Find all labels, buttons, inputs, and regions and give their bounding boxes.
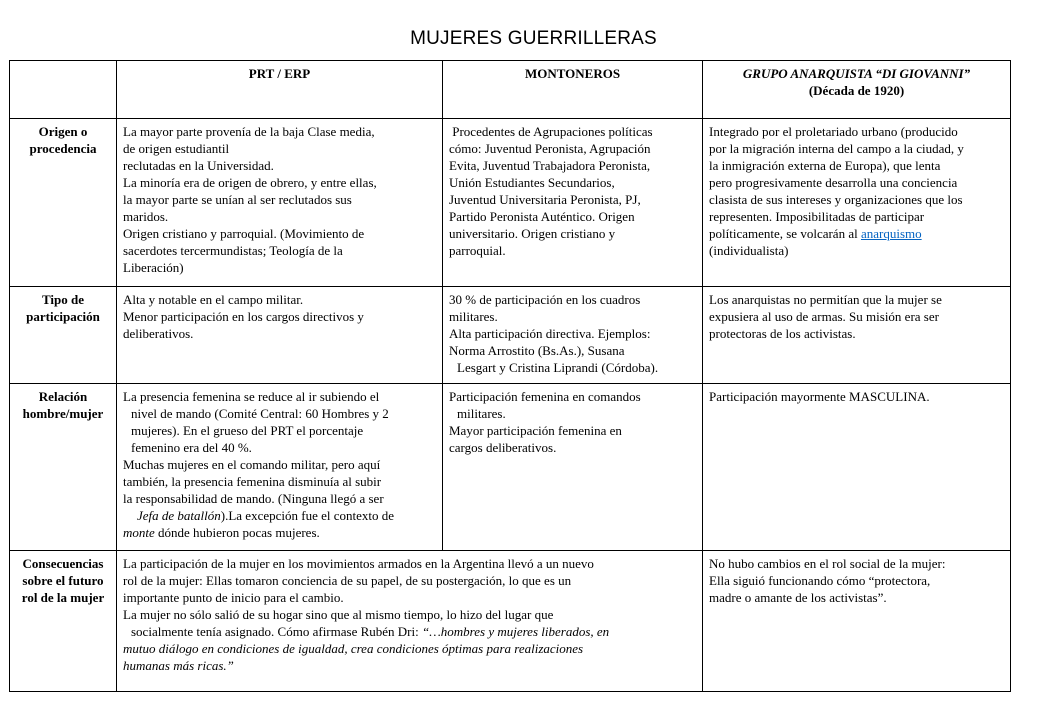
text-line: maridos. [123,209,169,224]
text-segment: ).La excepción fue el contexto de [220,508,395,523]
text-line: Muchas mujeres en el comando militar, pero aquí [123,457,381,472]
header-row [10,61,1011,119]
text-line: Norma Arrostito (Bs.As.), Susana [449,343,625,358]
text-line [123,507,436,524]
row-label-tipo [10,287,117,384]
text-line: Participación mayormente MASCULINA. [709,389,930,404]
text-line: Mayor participación femenina en [449,423,622,438]
text-line: cargos deliberativos. [449,440,557,455]
cell-relacion-anarquista [703,384,1011,551]
text-line: cómo: Juventud Peronista, Agrupación [449,141,651,156]
text-line: clasista de sus intereses y organizaciones que los [709,192,963,207]
cell-origen-prt [117,119,443,287]
text-line: Integrado por el proletariado urbano (producido [709,124,958,139]
text-line: pero progresivamente desarrolla una conciencia [709,175,958,190]
text-line: deliberativos. [123,326,194,341]
text-line: Alta y notable en el campo militar. [123,292,304,307]
text-line: militares. [457,406,506,421]
text-line: La mujer no sólo salió de su hogar sino que al mismo tiempo, lo hizo del lugar que [123,607,554,622]
text-line [709,225,1004,242]
cell-origen-anarquista [703,119,1011,287]
text-line: la responsabilidad de mando. (Ninguna llegó a ser [123,491,384,506]
text-line: también, la presencia femenina disminuía al subir [123,474,382,489]
row-label-consecuencias [10,551,117,692]
text-line: protectoras de los activistas. [709,326,856,341]
text-line: Liberación) [123,260,184,275]
text-line: No hubo cambios en el rol social de la mujer: [709,556,946,571]
row-label-relacion-line2: hombre/mujer [22,406,104,421]
row-label-consecuencias-line2: sobre el futuro [22,573,104,588]
cell-tipo-anarquista [703,287,1011,384]
row-label-consecuencias-line1: Consecuencias [22,556,104,571]
row-tipo [10,287,1011,384]
cell-tipo-montoneros [443,287,703,384]
text-line: La participación de la mujer en los movimientos armados en la Argentina llevó a un nuevo [123,556,594,571]
text-line: Procedentes de Agrupaciones políticas [449,124,653,139]
text-line: reclutadas en la Universidad. [123,158,274,173]
comparison-table [9,60,1011,692]
text-line: Menor participación en los cargos directivos y [123,309,364,324]
text-line: La mayor parte provenía de la baja Clase media, [123,124,375,139]
text-segment: Jefa de batallón [137,508,221,523]
text-line: (individualista) [709,243,789,258]
text-segment: monte [123,525,155,540]
text-line: Unión Estudiantes Secundarios, [449,175,615,190]
text-line: nivel de mando (Comité Central: 60 Hombres y 2 [131,406,389,421]
text-line: representen. Imposibilitadas de participar [709,209,925,224]
row-label-origen [10,119,117,287]
text-line: femenino era del 40 %. [131,440,252,455]
header-anarquista-line2: (Década de 1920) [808,83,905,98]
text-line: 30 % de participación en los cuadros [449,292,641,307]
text-line: Origen cristiano y parroquial. (Movimiento de [123,226,365,241]
row-relacion [10,384,1011,551]
text-line: Participación femenina en comandos [449,389,641,404]
cell-consecuencias-merged [117,551,703,692]
cell-consecuencias-anarquista [703,551,1011,692]
row-label-relacion-line1: Relación [38,389,88,404]
row-label-tipo-line1: Tipo de [41,292,85,307]
row-label-relacion [10,384,117,551]
text-line: la inmigración externa de Europa), que lenta [709,158,941,173]
text-segment: socialmente tenía asignado. Cómo afirmase Rubén Dri: [131,624,422,639]
text-line [123,623,696,640]
text-line: Partido Peronista Auténtico. Origen [449,209,635,224]
corner-cell [10,61,117,119]
text-line: Alta participación directiva. Ejemplos: [449,326,651,341]
row-origen [10,119,1011,287]
text-line: Evita, Juventud Trabajadora Peronista, [449,158,651,173]
text-line: militares. [449,309,498,324]
text-line: importante punto de inicio para el cambio. [123,590,344,605]
text-line: Ella siguió funcionando cómo “protectora, [709,573,931,588]
text-line: Lesgart y Cristina Liprandi (Córdoba). [457,360,659,375]
text-line: expusiera al uso de armas. Su misión era ser [709,309,939,324]
page-title: MUJERES GUERRILLERAS [410,28,657,49]
text-segment: “…hombres y mujeres liberados, en [421,624,610,639]
text-line: sacerdotes tercermundistas; Teología de la [123,243,343,258]
text-line: Juventud Universitaria Peronista, PJ, [449,192,641,207]
row-label-tipo-line2: participación [26,309,100,324]
header-grupo-anarquista [703,61,1011,119]
header-anarquista-line1: GRUPO ANARQUISTA “DI GIOVANNI” [742,66,971,81]
text-line: rol de la mujer: Ellas tomaron conciencia de su papel, de su postergación, lo que es un [123,573,572,588]
text-segment: dónde hubieron pocas mujeres. [154,525,320,540]
header-prt-erp: PRT / ERP [117,61,443,119]
text-line: la mayor parte se unían al ser reclutados sus [123,192,352,207]
text-line: universitario. Origen cristiano y [449,226,616,241]
text-line: mujeres). En el grueso del PRT el porcentaje [131,423,364,438]
text-line: madre o amante de los activistas”. [709,590,887,605]
cell-origen-montoneros [443,119,703,287]
cell-relacion-prt [117,384,443,551]
row-label-origen-line1: Origen o [38,124,88,139]
text-line: por la migración interna del campo a la ciudad, y [709,141,964,156]
text-line: mutuo diálogo en condiciones de igualdad, crea condiciones óptimas para realizaciones [123,641,584,656]
cell-tipo-prt [117,287,443,384]
text-line: humanas más ricas.” [123,658,234,673]
row-label-consecuencias-line3: rol de la mujer [21,590,105,605]
row-label-origen-line2: procedencia [29,141,97,156]
text-line: Los anarquistas no permitían que la mujer se [709,292,942,307]
text-line [123,524,436,541]
text-line: La presencia femenina se reduce al ir subiendo el [123,389,380,404]
cell-relacion-montoneros [443,384,703,551]
text-segment: políticamente, se volcarán al [709,226,861,241]
text-line: La minoría era de origen de obrero, y entre ellas, [123,175,377,190]
header-montoneros: MONTONEROS [443,61,703,119]
text-line: de origen estudiantil [123,141,230,156]
text-line: parroquial. [449,243,506,258]
anarquismo-link[interactable]: anarquismo [860,226,922,241]
row-consecuencias [10,551,1011,692]
